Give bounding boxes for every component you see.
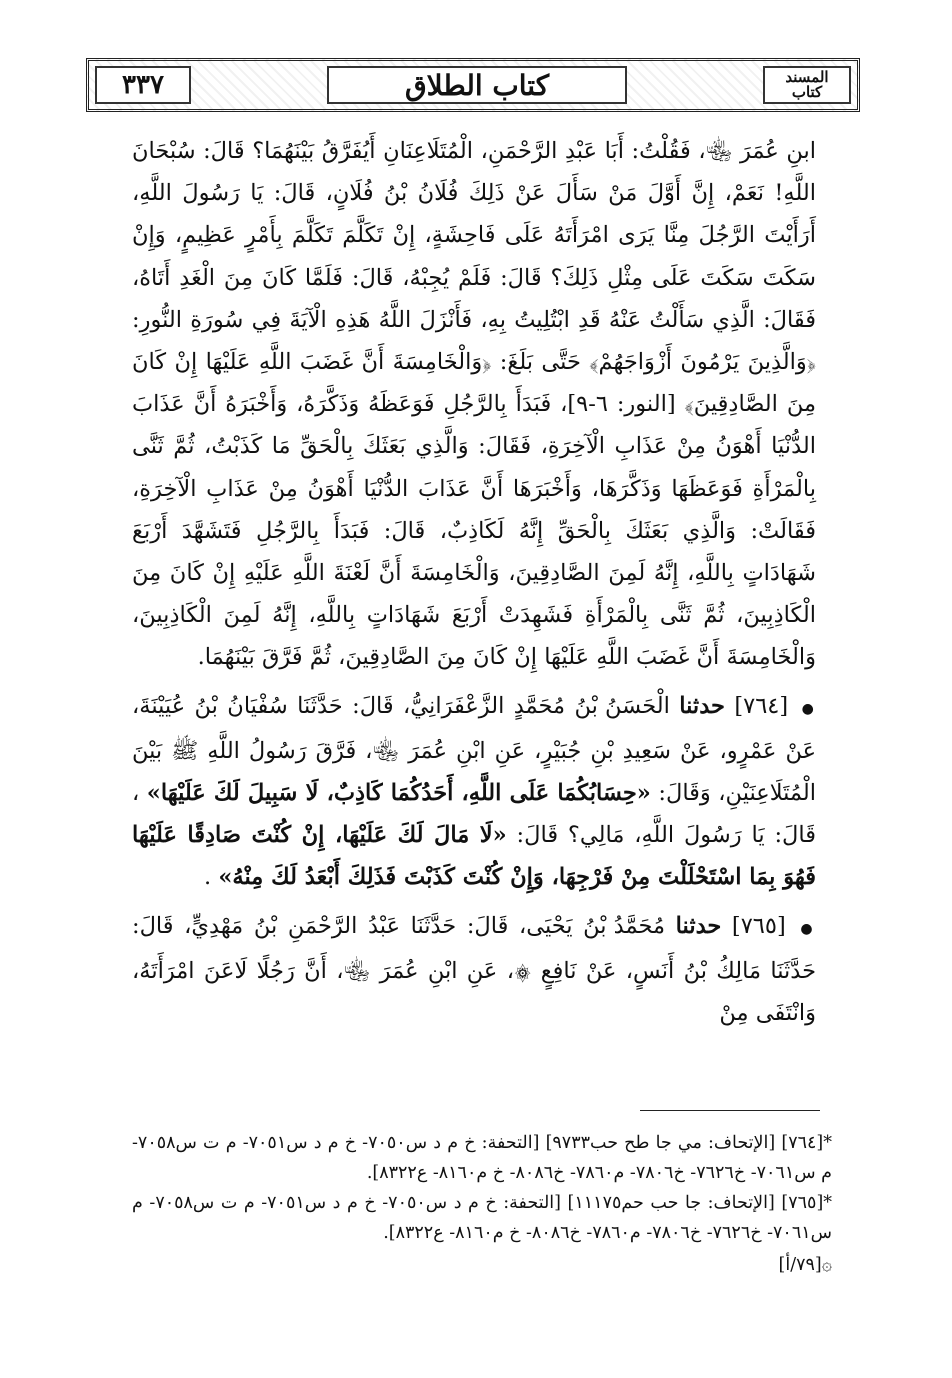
bullet-icon: ● [800, 920, 816, 937]
main-text [132, 130, 816, 1034]
footnote-764: *[٧٦٤] [الإتحاف: مي جا طح حب٩٧٣٣] [التحفة: خ م د س٧٠٥٠- خ م د س٧٠٥١- م ت س٧٠٥٨- م س٧٠٦١- خ٧٦٢٦- خ٧٨٠٦- م٧٨٦٠- خ٨٠٨٦- خ م٨١٦٠- ع٨٣٢٢]. [132, 1133, 832, 1183]
hadith-765 [132, 905, 816, 1035]
hadith-intro: حدثنا [679, 692, 725, 719]
page-number: ٣٣٧ [95, 66, 191, 104]
emblem-line-2: كتاب [791, 83, 823, 101]
paragraph-continuation: ابنِ عُمَرَ ﵄، فَقُلْتُ: أَبَا عَبْدِ الرَّحْمَنِ، الْمُتَلَاعِنَانِ أَيُفَرَّقُ بَيْنَهُمَا؟ قَالَ: سُبْحَانَ اللَّهِ! نَعَمْ، إِنَّ أَوَّلَ مَنْ سَأَلَ عَنْ ذَلِكَ فُلَانُ بْنُ فُلَانٍ، قَالَ: يَا رَسُولَ اللَّهِ، أَرَأَيْتَ الرَّجُلَ مِنَّا يَرَى امْرَأَتَهُ عَلَى فَاحِشَةٍ، إِنْ تَكَلَّمَ تَكَلَّمَ بِأَمْرٍ عَظِيمٍ، وَإِنْ سَكَتَ سَكَتَ عَلَى مِثْلِ ذَلِكَ؟ قَالَ: فَلَمْ يُجِبْهُ، قَالَ: فَلَمَّا كَانَ مِنَ الْغَدِ أَتَاهُ، فَقَالَ: الَّذِي سَأَلْتُ عَنْهُ قَدِ ابْتُلِيتُ بِهِ، فَأَنْزَلَ اللَّهُ هَذِهِ الْآيَةَ فِي سُورَةِ النُّورِ: ﴿وَالَّذِينَ يَرْمُونَ أَزْوَاجَهُمْ﴾ حَتَّى بَلَغَ: ﴿وَالْخَامِسَةَ أَنَّ غَضَبَ اللَّهِ عَلَيْهَا إِنْ كَانَ مِنَ الصَّادِقِينَ﴾ [النور: ٦-٩]، فَبَدَأَ بِالرَّجُلِ فَوَعَظَهُ وَذَكَّرَهُ، وَأَخْبَرَهُ أَنَّ عَذَابَ الدُّنْيَا أَهْوَنُ مِنْ عَذَابِ الْآخِرَةِ، فَقَالَ: وَالَّذِي بَعَثَكَ بِالْحَقِّ مَا كَذَبْتُ، ثُمَّ ثَنَّى بِالْمَرْأَةِ فَوَعَظَهَا وَذَكَّرَهَا، وَأَخْبَرَهَا أَنَّ عَذَابَ الدُّنْيَا أَهْوَنُ مِنْ عَذَابِ الْآخِرَةِ، فَقَالَتْ: وَالَّذِي بَعَثَكَ بِالْحَقِّ إِنَّهُ لَكَاذِبٌ، قَالَ: فَبَدَأَ بِالرَّجُلِ فَتَشَهَّدَ أَرْبَعَ شَهَادَاتٍ بِاللَّهِ، إِنَّهُ لَمِنَ الصَّادِقِينَ، وَالْخَامِسَةَ أَنَّ لَعْنَةَ اللَّهِ عَلَيْهِ إِنْ كَانَ مِنَ الْكَاذِبِينَ، ثُمَّ ثَنَّى بِالْمَرْأَةِ فَشَهِدَتْ أَرْبَعَ شَهَادَاتٍ بِاللَّهِ، إِنَّهُ لَمِنَ الْكَاذِبِينَ، وَالْخَامِسَةَ أَنَّ غَضَبَ اللَّهِ عَلَيْهَا إِنْ كَانَ مِنَ الصَّادِقِينَ، ثُمَّ فَرَّقَ بَيْنَهُمَا. [132, 138, 816, 671]
hadith-intro: حدثنا [675, 912, 722, 939]
page-header [86, 58, 860, 112]
hadith-number: [٧٦٥] [731, 912, 786, 939]
footnote-separator [640, 1110, 820, 1111]
hadith-text: الْحَسَنُ بْنُ مُحَمَّدٍ الزَّعْفَرَانِيُّ، قَالَ: حَدَّثَنَا سُفْيَانُ بْنُ عُيَيْنَةَ، عَنْ عَمْرٍو، عَنْ سَعِيدِ بْنِ جُبَيْرٍ، عَنِ ابْنِ عُمَرَ ﵄، فَرَّقَ رَسُولُ اللَّهِ ﷺ بَيْنَ الْمُتَلَاعِنَيْنِ، وَقَالَ: [132, 692, 817, 807]
emblem-line-1: المسند [785, 68, 829, 86]
bullet-icon: ● [801, 700, 817, 717]
hadith-text-end: . [204, 864, 212, 891]
book-title: كتاب الطلاق [327, 66, 627, 104]
hadith-764 [132, 685, 816, 899]
prophetic-quote: «لَا مَالَ لَكَ عَلَيْهَا، إِنْ كُنْتَ صَادِقًا عَلَيْهَا فَهُوَ بِمَا اسْتَحْلَلْتَ مِنْ فَرْجِهَا، وَإِنْ كُنْتَ كَذَبْتَ فَذَلِكَ أَبْعَدُ لَكَ مِنْهُ» [132, 822, 816, 891]
folio-marker: ۞[٧٩/أ] [778, 1255, 832, 1275]
book-emblem [763, 66, 851, 104]
footnote-765: *[٧٦٥] [الإتحاف: جا حب حم١١١٧٥] [التحفة: خ م د س٧٠٥٠- خ م د س٧٠٥١- م ت س٧٠٥٨- م س٧٠٦١- خ٧٦٢٦- خ٧٨٠٦- م٧٨٦٠- خ٨٠٨٦- خ م٨١٦٠- ع٨٣٢٢]. [132, 1193, 833, 1243]
hadith-text: مُحَمَّدُ بْنُ يَحْيَى، قَالَ: حَدَّثَنَا عَبْدُ الرَّحْمَنِ بْنُ مَهْدِيٍّ، قَالَ: حَدَّثَنَا مَالِكُ بْنُ أَنَسٍ، عَنْ نَافِعٍ ۞، عَنِ ابْنِ عُمَرَ ﵄، أَنَّ رَجُلًا لَاعَنَ امْرَأَتَهُ، وَانْتَفَى مِنْ [132, 912, 816, 1027]
footnotes [132, 1128, 832, 1280]
hadith-number: [٧٦٤] [734, 692, 789, 719]
prophetic-quote: «حِسَابُكُمَا عَلَى اللَّهِ، أَحَدُكُمَا كَاذِبٌ، لَا سَبِيلَ لَكَ عَلَيْهَا» [146, 780, 651, 807]
hadith-text-middle: ، قَالَ: يَا رَسُولَ اللَّهِ، مَالِي؟ قَالَ: [132, 780, 816, 849]
